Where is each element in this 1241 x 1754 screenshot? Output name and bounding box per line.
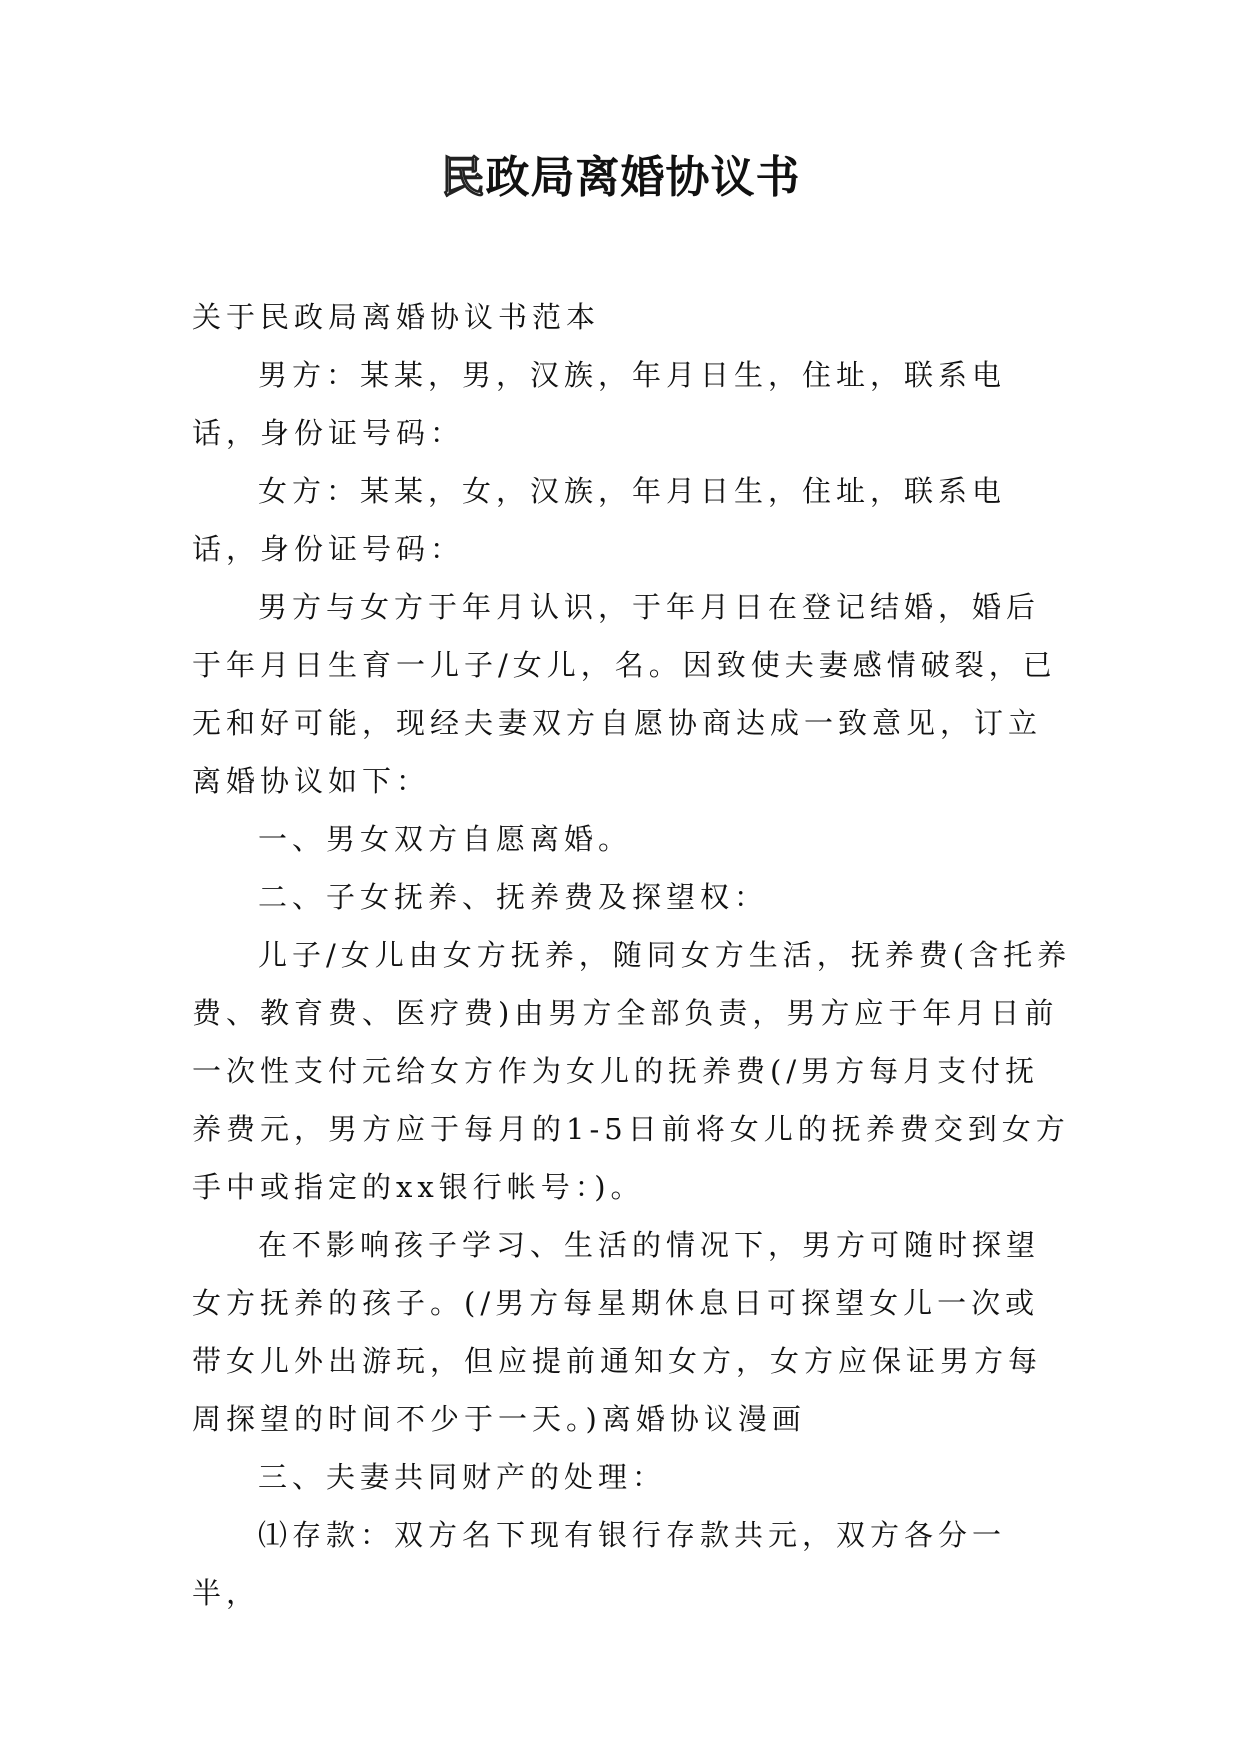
title-first-char: 民 <box>440 152 486 203</box>
clause-one: 一、男女双方自愿离婚。 <box>258 822 633 856</box>
clause-three-heading: 三、夫妻共同财产的处理： <box>258 1460 667 1494</box>
paragraph-background: 男方与女方于年月认识，于年月日在登记结婚，婚后于年月日生育一儿子/女儿，名。因致使夫妻感情破裂，已无和好可能，现经夫妻双方自愿协商达成一致意见，订立离婚协议如下： <box>192 590 1057 798</box>
document-body <box>192 288 1072 1622</box>
title-rest: 政局离婚协议书 <box>485 152 801 203</box>
paragraph-female-party: 女方：某某，女，汉族，年月日生，住址，联系电话，身份证号码： <box>192 474 1007 566</box>
document-title <box>0 148 1241 208</box>
document-subtitle: 关于民政局离婚协议书范本 <box>192 300 601 334</box>
paragraph-deposits: ⑴存款：双方名下现有银行存款共元，双方各分一半， <box>192 1518 1007 1610</box>
paragraph-child-support: 儿子/女儿由女方抚养，随同女方生活，抚养费(含托养费、教育费、医疗费)由男方全部负责，男方应于年月日前一次性支付元给女方作为女儿的抚养费(/男方每月支付抚养费元，男方应于每月的1-5日前将女儿的抚养费交到女方手中或指定的xx银行帐号：)。 <box>192 938 1072 1204</box>
paragraph-male-party: 男方：某某，男，汉族，年月日生，住址，联系电话，身份证号码： <box>192 358 1007 450</box>
paragraph-visitation: 在不影响孩子学习、生活的情况下，男方可随时探望女方抚养的孩子。(/男方每星期休息日可探望女儿一次或带女儿外出游玩，但应提前通知女方，女方应保证男方每周探望的时间不少于一天。)离婚协议漫画 <box>192 1228 1043 1436</box>
clause-two-heading: 二、子女抚养、抚养费及探望权： <box>258 880 769 914</box>
